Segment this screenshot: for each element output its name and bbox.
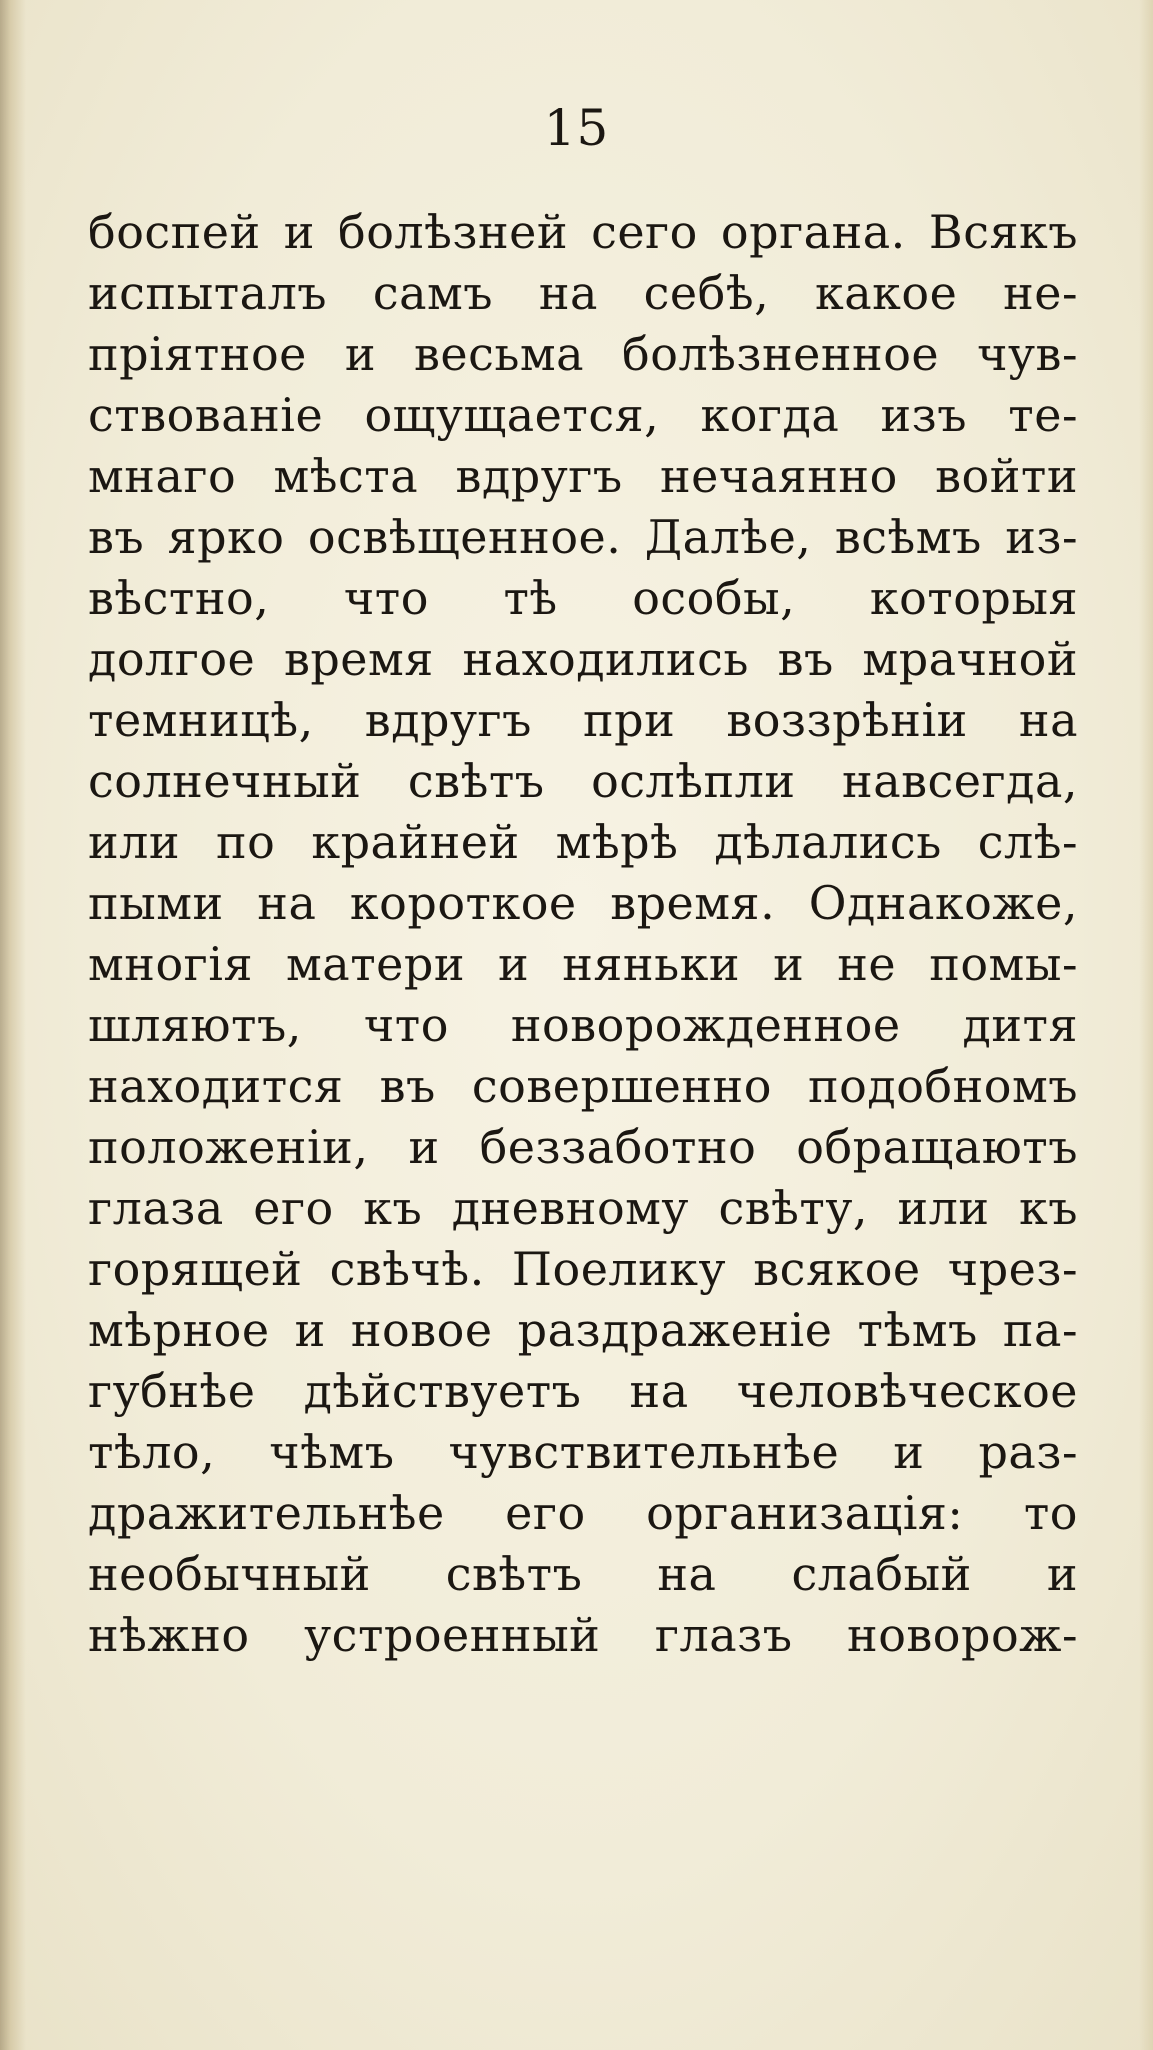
text-line: горящей свѣчѣ. Поелику всякое чрез-	[88, 1242, 1078, 1296]
text-line: пыми на короткое время. Однакоже,	[88, 876, 1078, 930]
text-line: глаза его къ дневному свѣту, или къ	[88, 1181, 1078, 1235]
text-line: находится въ совершенно подобномъ	[88, 1059, 1078, 1113]
text-line: мѣрное и новое раздраженіе тѣмъ па-	[88, 1303, 1078, 1357]
text-line: солнечный свѣтъ ослѣпли навсегда,	[88, 754, 1078, 808]
text-line: темницѣ, вдругъ при воззрѣніи на	[88, 693, 1078, 747]
text-line: положеніи, и беззаботно обращаютъ	[88, 1120, 1078, 1174]
text-line: въ ярко освѣщенное. Далѣе, всѣмъ из-	[88, 510, 1078, 564]
page-number: 15	[543, 99, 610, 157]
page-gutter-shadow	[0, 0, 26, 2050]
text-line: тѣло, чѣмъ чувствительнѣе и раз-	[88, 1425, 1078, 1479]
text-line: пріятное и весьма болѣзненное чув-	[88, 327, 1078, 381]
text-line: многія матери и няньки и не помы-	[88, 937, 1078, 991]
body-text	[88, 202, 1078, 1666]
text-line: испыталъ самъ на себѣ, какое не-	[88, 266, 1078, 320]
text-line: боспей и болѣзней сего органа. Всякъ	[88, 205, 1078, 259]
text-line: или по крайней мѣрѣ дѣлались слѣ-	[88, 815, 1078, 869]
text-line: дражительнѣе его организація: то	[88, 1486, 1078, 1540]
text-line: вѣстно, что тѣ особы, которыя	[88, 571, 1078, 625]
text-line: долгое время находились въ мрачной	[88, 632, 1078, 686]
text-line: необычный свѣтъ на слабый и	[88, 1547, 1078, 1601]
text-line: губнѣе дѣйствуетъ на человѣческое	[88, 1364, 1078, 1418]
text-line: мнаго мѣста вдругъ нечаянно войти	[88, 449, 1078, 503]
page-right-edge	[1139, 0, 1153, 2050]
text-line: шляютъ, что новорожденное дитя	[88, 998, 1078, 1052]
text-line: ствованіе ощущается, когда изъ те-	[88, 388, 1078, 442]
text-line: нѣжно устроенный глазъ новорож-	[88, 1608, 1078, 1662]
